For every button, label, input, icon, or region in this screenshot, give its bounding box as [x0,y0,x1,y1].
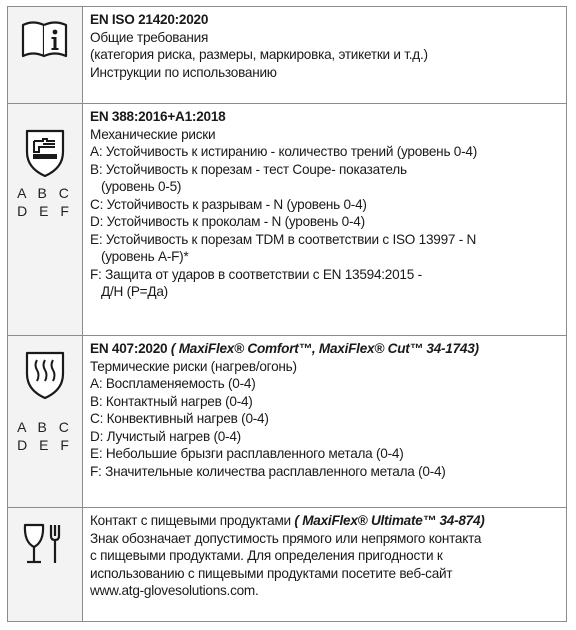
letters-line: D E F [17,437,73,453]
standard-code: EN 407:2020 [90,341,168,356]
text-line: Знак обозначает допустимость прямого или непрямого контакта [90,530,482,546]
text-line: E: Небольшие брызги расплавленного метала (0-4) [90,446,404,461]
food-contact-heading [90,512,560,530]
text-line: C: Устойчивость к разрывам - N (уровень 0-4) [90,196,367,212]
text-line: B: Контактный нагрев (0-4) [90,393,253,409]
text-line: с пищевыми продуктами. Для определения пригодности к [90,548,443,563]
heading-products: ( MaxiFlex® Ultimate™ 34-874) [294,513,485,528]
food-contact-glass-fork-icon [21,522,69,566]
icon-cell [8,508,83,621]
standard-title: EN ISO 21420:2020 [90,12,209,27]
text-line: использованию с пищевыми продуктами посетите веб-сайт [90,565,453,581]
performance-letters [17,184,73,220]
text-line: (уровень 0-5) [101,179,182,194]
text-line: D: Устойчивость к проколам - N (уровень 0-4) [90,214,365,229]
text-line: E: Устойчивость к порезам TDM в соответствии с ISO 13997 - N [90,231,477,247]
heading-text: Контакт с пищевыми продуктами [90,513,291,528]
text-line: B: Устойчивость к порезам - тест Coupe- показатель [90,161,407,177]
text-line: C: Конвективный нагрев (0-4) [90,411,269,426]
icon-cell [8,7,83,103]
text-line: F: Защита от ударов в соответствии с EN 13594:2015 - [90,266,422,282]
icon-cell [8,104,83,335]
performance-letters [17,418,73,454]
text-line: D: Лучистый нагрев (0-4) [90,428,241,444]
website-link: www.atg-glovesolutions.com. [90,583,259,598]
text-cell [83,336,566,507]
text-line: Термические риски (нагрев/огонь) [90,358,297,374]
text-line: Инструкции по использованию [90,64,277,80]
text-cell [83,104,566,335]
row-en-407 [8,336,566,508]
text-line: Общие требования [90,29,209,45]
text-line: F: Значительные количества расплавленного метала (0-4) [90,463,446,479]
letters-line: A B C [17,419,73,435]
row-en-388 [8,104,566,336]
text-line: (категория риска, размеры, маркировка, этикетки и т.д.) [90,47,428,62]
text-cell [83,7,566,103]
info-book-icon [21,19,69,59]
thermal-risk-shield-icon [23,350,67,400]
text-line: (уровень A-F)* [101,249,189,264]
mechanical-risk-shield-icon [23,128,67,178]
row-food-contact [8,508,566,621]
standard-title: EN 388:2016+A1:2018 [90,109,226,124]
text-line: A: Воспламеняемость (0-4) [90,376,256,391]
icon-cell [8,336,83,507]
text-line: Механические риски [90,126,216,142]
text-cell [83,508,566,621]
letters-line: D E F [17,203,73,219]
text-line: A: Устойчивость к истиранию - количество трений (уровень 0-4) [90,144,477,159]
row-en-iso-21420 [8,7,566,104]
text-line: Д/Н (Р=Да) [101,284,168,299]
standard-products: ( MaxiFlex® Comfort™, MaxiFlex® Cut™ 34-1743) [170,341,479,356]
standard-title [90,340,560,358]
standards-table [7,6,567,622]
letters-line: A B C [17,185,73,201]
